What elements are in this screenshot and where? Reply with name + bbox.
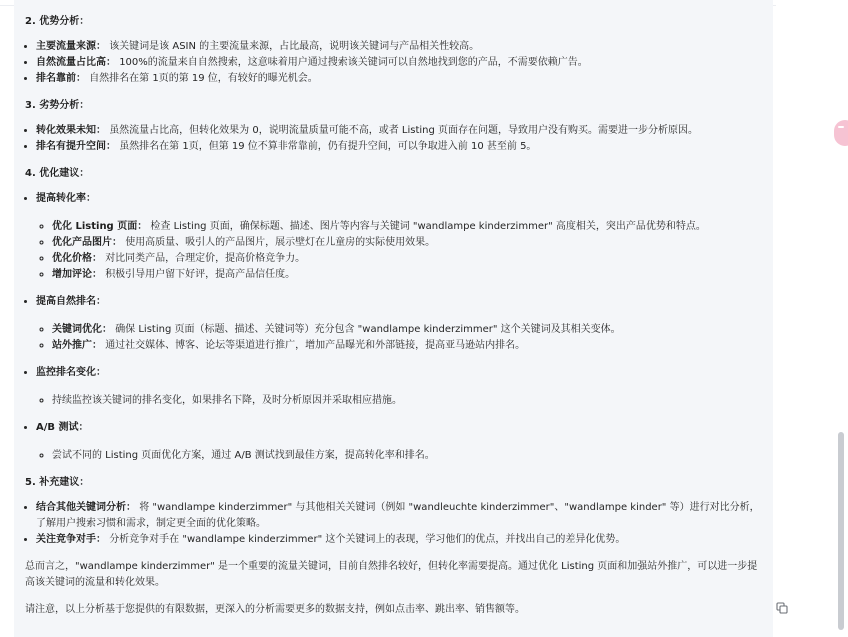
assistant-tab-icon[interactable] [834, 120, 848, 146]
advantages-list [25, 39, 761, 87]
disadvantages-list [25, 123, 761, 155]
list-item: ◦ 增加评论： 积极引导用户留下好评，提高产品信任度。 [52, 267, 761, 283]
summary-paragraph: 总而言之，"wandlampe kinderzimmer" 是一个重要的流量关键词，目前自然排名较好，但转化率需要提高。通过优化 Listing 页面和加强站外推广，可以进一步提高该关键词的流量和转化效果。 [25, 561, 758, 588]
list-item: ◦ 优化价格： 对比同类产品，合理定价，提高价格竞争力。 [52, 251, 761, 267]
assistant-message [14, 0, 773, 637]
list-item: • 转化效果未知： 虽然流量占比高，但转化效果为 0，说明流量质量可能不高，或者 Listing 页面存在问题，导致用户没有购买。需要进一步分析原因。 [36, 123, 761, 139]
list-item: • 排名靠前： 自然排名在第 1页的第 19 位，有较好的曝光机会。 [36, 71, 761, 87]
copy-icon[interactable] [776, 602, 788, 614]
suggestion-group: • 监控排名变化： ◦ 持续监控该关键词的排名变化，如果排名下降，及时分析原因并采取相应措施。 [36, 365, 761, 409]
list-item: ◦ 站外推广： 通过社交媒体、博客、论坛等渠道进行推广，增加产品曝光和外部链接，提高亚马逊站内排名。 [52, 338, 761, 354]
tab-glyph [838, 126, 844, 128]
list-item: • 关注竞争对手： 分析竞争对手在 "wandlampe kinderzimmer" 这个关键词上的表现，学习他们的优点，并找出自己的差异化优势。 [36, 532, 761, 548]
section-heading-disadvantages: 3. 劣势分析： [25, 100, 90, 111]
list-item: • 排名有提升空间： 虽然排名在第 1页，但第 19 位不算非常靠前，仍有提升空间，可以争取进入前 10 甚至前 5。 [36, 139, 761, 155]
monitor-sublist [36, 393, 761, 409]
scrollbar-thumb[interactable] [838, 432, 844, 630]
list-item: ◦ 优化产品图片： 使用高质量、吸引人的产品图片，展示壁灯在儿童房的实际使用效果。 [52, 235, 761, 251]
ab-test-sublist [36, 448, 761, 464]
suggestions-list [25, 191, 761, 464]
list-item: • 主要流量来源： 该关键词是该 ASIN 的主要流量来源，占比最高，说明该关键词与产品相关性较高。 [36, 39, 761, 55]
list-item: ◦ 持续监控该关键词的排名变化，如果排名下降，及时分析原因并采取相应措施。 [52, 393, 761, 409]
extra-list [25, 500, 761, 548]
section-heading-extra: 5. 补充建议： [25, 477, 90, 488]
suggestion-group: • 提高转化率： ◦ 优化 Listing 页面： 检查 Listing 页面，确保标题、描述、图片等内容与关键词 "wandlampe kinderzimmer" 高度相关，突出产品优势和特点。 ◦ 优化产品图片： 使用高质量、吸引人的产品图片，展示壁灯在儿童房的实际使用效果。 ◦ 优化价格： 对比同类产品，合理定价，提高价格竞争力。 ◦ 增加评论： 积极引导用户留下好评，提高产品信任度。 [36, 191, 761, 283]
list-item: ◦ 优化 Listing 页面： 检查 Listing 页面，确保标题、描述、图片等内容与关键词 "wandlampe kinderzimmer" 高度相关，突出产品优势和特点。 [52, 219, 761, 235]
suggestion-group: • A/B 测试： ◦ 尝试不同的 Listing 页面优化方案，通过 A/B 测试找到最佳方案，提高转化率和排名。 [36, 420, 761, 464]
note-paragraph: 请注意，以上分析基于您提供的有限数据，更深入的分析需要更多的数据支持，例如点击率、跳出率、销售额等。 [25, 604, 525, 615]
section-heading-suggestions: 4. 优化建议： [25, 168, 90, 179]
section-heading-advantages: 2. 优势分析： [25, 16, 90, 27]
list-item: ◦ 关键词优化： 确保 Listing 页面（标题、描述、关键词等）充分包含 "wandlampe kinderzimmer" 这个关键词及其相关变体。 [52, 322, 761, 338]
list-item: • 自然流量占比高： 100%的流量来自自然搜索，这意味着用户通过搜索该关键词可以自然地找到您的产品，不需要依赖广告。 [36, 55, 761, 71]
ranking-sublist [36, 322, 761, 354]
conversion-sublist [36, 219, 761, 283]
suggestion-group: • 提高自然排名： ◦ 关键词优化： 确保 Listing 页面（标题、描述、关键词等）充分包含 "wandlampe kinderzimmer" 这个关键词及其相关变体。 ◦ 站外推广： 通过社交媒体、博客、论坛等渠道进行推广，增加产品曝光和外部链接，提高亚马逊站内排名。 [36, 294, 761, 354]
list-item: • 结合其他关键词分析： 将 "wandlampe kinderzimmer" 与其他相关关键词（例如 "wandleuchte kinderzimmer"、"wandlampe kinder" 等）进行对比分析，了解用户搜索习惯和需求，制定更全面的优化策略。 [36, 500, 761, 532]
list-item: ◦ 尝试不同的 Listing 页面优化方案，通过 A/B 测试找到最佳方案，提高转化率和排名。 [52, 448, 761, 464]
